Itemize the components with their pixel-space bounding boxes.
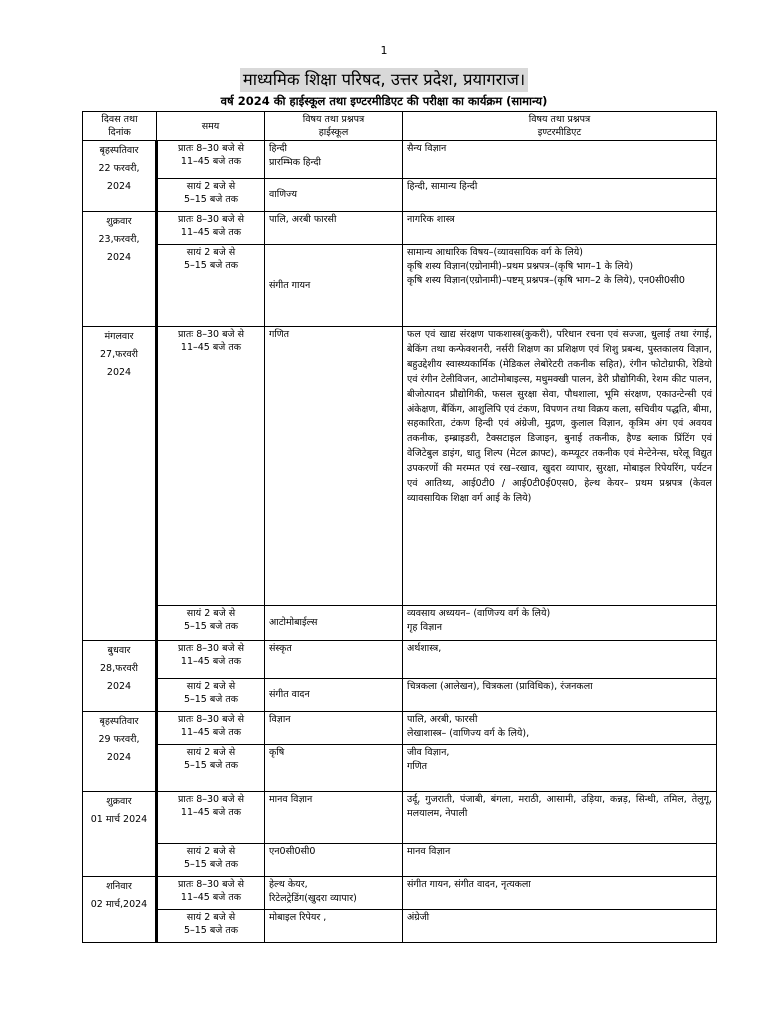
time-line: सायं 2 बजे से bbox=[186, 846, 236, 857]
subject-line: संगीत गायन, संगीत वादन, नृत्यकला bbox=[407, 879, 531, 890]
table-row bbox=[83, 844, 717, 877]
subject-line: मानव विज्ञान bbox=[407, 846, 451, 857]
time-line: 11–45 बजे तक bbox=[180, 656, 242, 667]
date-line: बृहस्पतिवार bbox=[99, 145, 139, 156]
intermediate-subject-cell bbox=[403, 844, 717, 877]
table-row bbox=[83, 712, 717, 745]
intermediate-subject-cell bbox=[403, 141, 717, 179]
time-line: सायं 2 बजे से bbox=[186, 747, 236, 758]
page-title-text: माध्यमिक शिक्षा परिषद, उत्तर प्रदेश, प्रयागराज। bbox=[240, 68, 528, 92]
page-title bbox=[0, 68, 768, 92]
header-highschool-line-2: हाईस्कूल bbox=[318, 127, 349, 138]
subject-line: व्यवसाय अध्ययन– (वाणिज्य वर्ग के लिये) bbox=[407, 608, 551, 619]
table-row bbox=[83, 327, 717, 606]
subject-line: उर्दू, गुजराती, पंजाबी, बंगला, मराठी, आसामी, उड़िया, कन्नड़, सिन्धी, तमिल, तेलुगू, मलयालम, नेपाली bbox=[407, 794, 712, 819]
table-row bbox=[83, 877, 717, 910]
highschool-subject-cell bbox=[265, 245, 403, 327]
time-line: 11–45 बजे तक bbox=[180, 156, 242, 167]
header-date-line-2: दिनांक bbox=[108, 127, 131, 138]
subject-line: संस्कृत bbox=[269, 643, 292, 654]
subject-line: एन0सी0सी0 bbox=[269, 846, 316, 857]
highschool-subject-cell bbox=[265, 679, 403, 712]
time-line: सायं 2 बजे से bbox=[186, 681, 236, 692]
time-cell bbox=[157, 141, 265, 179]
date-line: 2024 bbox=[106, 367, 132, 378]
subject-line: कृषि शस्य विज्ञान(एग्रोनामी)–पष्टम् प्रश्नपत्र–(कृषि भाग–2 के लिये), एन0सी0सी0 bbox=[407, 275, 685, 286]
time-cell bbox=[157, 212, 265, 245]
time-line: 5–15 बजे तक bbox=[183, 859, 239, 870]
time-cell bbox=[157, 606, 265, 641]
highschool-subject-cell bbox=[265, 606, 403, 641]
time-cell bbox=[157, 712, 265, 745]
subject-line: जीव विज्ञान, bbox=[407, 747, 450, 758]
intermediate-subject-cell bbox=[403, 606, 717, 641]
highschool-subject-cell bbox=[265, 910, 403, 943]
date-line: 2024 bbox=[106, 752, 132, 763]
highschool-subject-cell bbox=[265, 212, 403, 245]
highschool-subject-cell bbox=[265, 141, 403, 179]
time-line: सायं 2 बजे से bbox=[186, 912, 236, 923]
highschool-subject-cell bbox=[265, 179, 403, 212]
subject-line: मोबाइल रिपेयर , bbox=[269, 912, 327, 923]
time-cell bbox=[157, 327, 265, 606]
subject-paragraph: फल एवं खाद्य संरक्षण पाकशास्त्र(कुकरी), परिधान रचना एवं सज्जा, धुलाई तथा रंगाई, बेकिंग तथा कन्फेक्शनरी, नर्सरी शिक्षण का प्रशिक्षण एवं शिशु प्रबन्ध, पुस्तकालय विज्ञान, बहुउद्देशीय स्वास्थ्यकार्मिक (मेडिकल लेबोरेटरी तकनीक सहित), रंगीन फोटोग्राफी, रेडियो एवं रंगीन टेलीविजन, आटोमोबाइल्स, मधुमक्खी पालन, डेरी प्रौद्योगिकी, रेशम कीट पालन, बीजोत्पादन प्रौद्योगिकी, फसल सुरक्षा सेवा, पौधशाला, भूमि संरक्षण, एकाउन्टेन्सी एवं अंकेक्षण, बैंकिंग, आशुलिपि एवं टंकण, विपणन तथा विक्रय कला, सचिवीय पद्धति, बीमा, सहकारिता, टंकण हिन्दी एवं अंग्रेजी, मुद्रण, कुलाल विज्ञान, कृत्रिम अंग एवं अवयव तकनीक, इम्ब्राइडरी, टैक्सटाइल डिजाइन, बुनाई तकनीक, हैण्ड ब्लाक प्रिंटिंग एवं वेजिटेबुल डाइंग, धातु शिल्प (मेटल क्राफ्ट), कम्प्यूटर तकनीक एवं मेन्टेनेन्स, घरेलू विद्युत उपकरणों की मरम्मत एवं रख–रखाव, खुदरा व्यापार, सुरक्षा, मोबाइल रिपेयरिंग, पर्यटन एवं आतिथ्य, आई0टी0 / आई0टी0ई0एस0, हेल्थ केयर– प्रथम प्रश्नपत्र (केवल व्यावसायिक शिक्षा वर्ग आई के लिये) bbox=[407, 329, 712, 504]
table-row bbox=[83, 792, 717, 844]
header-intermediate bbox=[403, 112, 717, 141]
subject-line: हिन्दी bbox=[269, 143, 287, 154]
time-line: 11–45 बजे तक bbox=[180, 807, 242, 818]
subject-line: आटोमोबाईल्स bbox=[269, 617, 318, 628]
date-cell bbox=[83, 712, 157, 792]
date-cell bbox=[83, 141, 157, 212]
date-line: 22 फरवरी, bbox=[98, 163, 140, 174]
subject-line: नागरिक शास्त्र bbox=[407, 214, 455, 225]
highschool-subject-cell bbox=[265, 745, 403, 792]
date-line: 2024 bbox=[106, 252, 132, 263]
time-line: सायं 2 बजे से bbox=[186, 247, 236, 258]
time-cell bbox=[157, 877, 265, 910]
subject-line: गृह विज्ञान bbox=[407, 622, 442, 633]
time-cell bbox=[157, 245, 265, 327]
time-line: प्रातः 8–30 बजे से bbox=[177, 143, 245, 154]
intermediate-subject-cell bbox=[403, 179, 717, 212]
time-line: 5–15 बजे तक bbox=[183, 925, 239, 936]
time-line: 5–15 बजे तक bbox=[183, 694, 239, 705]
time-cell bbox=[157, 641, 265, 679]
intermediate-subject-cell bbox=[403, 641, 717, 679]
intermediate-subject-cell bbox=[403, 679, 717, 712]
header-date bbox=[83, 112, 157, 141]
subject-line: मानव विज्ञान bbox=[269, 794, 313, 805]
header-time: समय bbox=[157, 112, 265, 141]
subject-line: वाणिज्य bbox=[269, 189, 298, 200]
table-row bbox=[83, 679, 717, 712]
date-line: 01 मार्च 2024 bbox=[90, 814, 148, 825]
date-cell bbox=[83, 877, 157, 943]
date-line: शुक्रवार bbox=[106, 216, 132, 227]
subject-line: लेखाशास्त्र– (वाणिज्य वर्ग के लिये), bbox=[407, 728, 530, 739]
subject-line: पालि, अरबी फारसी bbox=[269, 214, 337, 225]
time-line: 5–15 बजे तक bbox=[183, 260, 239, 271]
table-row bbox=[83, 910, 717, 943]
table-row bbox=[83, 179, 717, 212]
time-cell bbox=[157, 792, 265, 844]
subject-line: गणित bbox=[269, 329, 290, 340]
time-cell bbox=[157, 679, 265, 712]
time-line: 5–15 बजे तक bbox=[183, 621, 239, 632]
date-line: बुधवार bbox=[107, 645, 131, 656]
intermediate-subject-cell bbox=[403, 327, 717, 606]
highschool-subject-cell bbox=[265, 877, 403, 910]
date-line: 2024 bbox=[106, 181, 132, 192]
header-row bbox=[83, 112, 717, 141]
subject-line: अर्थशास्त्र, bbox=[407, 643, 442, 654]
date-line: 23,फरवरी, bbox=[98, 234, 140, 245]
date-line: 2024 bbox=[106, 681, 132, 692]
table-row bbox=[83, 212, 717, 245]
intermediate-subject-cell bbox=[403, 745, 717, 792]
time-line: सायं 2 बजे से bbox=[186, 608, 236, 619]
table-row bbox=[83, 141, 717, 179]
header-highschool bbox=[265, 112, 403, 141]
page-subtitle: वर्ष 2024 की हाईस्कूल तथा इण्टरमीडिएट की परीक्षा का कार्यक्रम (सामान्य) bbox=[220, 94, 548, 108]
table-row bbox=[83, 745, 717, 792]
time-line: 11–45 बजे तक bbox=[180, 227, 242, 238]
date-cell bbox=[83, 641, 157, 712]
highschool-subject-cell bbox=[265, 641, 403, 679]
time-line: सायं 2 बजे से bbox=[186, 181, 236, 192]
intermediate-subject-cell bbox=[403, 245, 717, 327]
date-cell bbox=[83, 212, 157, 327]
subject-line: कृषि bbox=[269, 747, 285, 758]
time-cell bbox=[157, 910, 265, 943]
time-cell bbox=[157, 844, 265, 877]
time-cell bbox=[157, 179, 265, 212]
time-line: 5–15 बजे तक bbox=[183, 760, 239, 771]
table-row bbox=[83, 606, 717, 641]
time-line: 11–45 बजे तक bbox=[180, 342, 242, 353]
subject-line: गणित bbox=[407, 761, 428, 772]
highschool-subject-cell bbox=[265, 844, 403, 877]
time-line: प्रातः 8–30 बजे से bbox=[177, 214, 245, 225]
time-line: प्रातः 8–30 बजे से bbox=[177, 879, 245, 890]
subject-line: हेल्थ केयर, bbox=[269, 879, 308, 890]
table-row bbox=[83, 245, 717, 327]
date-line: मंगलवार bbox=[104, 331, 134, 342]
subject-line: सामान्य आधारिक विषय–(व्यावसायिक वर्ग के लिये) bbox=[407, 247, 583, 258]
header-date-line-1: दिवस तथा bbox=[101, 114, 138, 125]
intermediate-subject-cell bbox=[403, 877, 717, 910]
subject-line: हिन्दी, सामान्य हिन्दी bbox=[407, 181, 478, 192]
highschool-subject-cell bbox=[265, 327, 403, 606]
subject-line: विज्ञान bbox=[269, 714, 291, 725]
header-highschool-line-1: विषय तथा प्रश्नपत्र bbox=[302, 114, 365, 125]
subject-line: पालि, अरबी, फारसी bbox=[407, 714, 478, 725]
date-line: 28,फरवरी bbox=[100, 663, 138, 674]
intermediate-subject-cell bbox=[403, 712, 717, 745]
time-line: प्रातः 8–30 बजे से bbox=[177, 794, 245, 805]
time-line: 11–45 बजे तक bbox=[180, 892, 242, 903]
header-intermediate-line-1: विषय तथा प्रश्नपत्र bbox=[528, 114, 591, 125]
date-line: बृहस्पतिवार bbox=[99, 716, 139, 727]
highschool-subject-cell bbox=[265, 792, 403, 844]
intermediate-subject-cell bbox=[403, 910, 717, 943]
subject-line: अंग्रेजी bbox=[407, 912, 430, 923]
header-intermediate-line-2: इण्टरमीडिएट bbox=[537, 127, 582, 138]
page-number: 1 bbox=[380, 44, 388, 57]
time-line: प्रातः 8–30 बजे से bbox=[177, 714, 245, 725]
date-line: 27,फरवरी bbox=[100, 349, 138, 360]
time-line: प्रातः 8–30 बजे से bbox=[177, 329, 245, 340]
exam-schedule-table bbox=[82, 111, 717, 943]
date-line: शनिवार bbox=[106, 881, 132, 892]
intermediate-subject-cell bbox=[403, 212, 717, 245]
date-line: 29 फरवरी, bbox=[98, 734, 140, 745]
subject-line: संगीत वादन bbox=[269, 689, 310, 700]
intermediate-subject-cell bbox=[403, 792, 717, 844]
time-line: 5–15 बजे तक bbox=[183, 194, 239, 205]
date-line: 02 मार्च,2024 bbox=[90, 899, 148, 910]
subject-line: प्रारम्भिक हिन्दी bbox=[269, 157, 322, 168]
time-line: 11–45 बजे तक bbox=[180, 727, 242, 738]
date-line: शुक्रवार bbox=[106, 796, 132, 807]
subject-line: कृषि शस्य विज्ञान(एग्रोनामी)–प्रथम प्रश्नपत्र–(कृषि भाग–1 के लिये) bbox=[407, 261, 634, 272]
subject-line: चित्रकला (आलेखन), चित्रकला (प्राविधिक), रंजनकला bbox=[407, 681, 593, 692]
table-row bbox=[83, 641, 717, 679]
subject-line: संगीत गायन bbox=[269, 279, 311, 291]
date-cell bbox=[83, 792, 157, 877]
time-cell bbox=[157, 745, 265, 792]
highschool-subject-cell bbox=[265, 712, 403, 745]
subject-line: रिटेलट्रेडिंग(खुदरा व्यापार) bbox=[269, 893, 357, 904]
time-line: प्रातः 8–30 बजे से bbox=[177, 643, 245, 654]
date-cell bbox=[83, 327, 157, 641]
subject-line: सैन्य विज्ञान bbox=[407, 143, 447, 154]
